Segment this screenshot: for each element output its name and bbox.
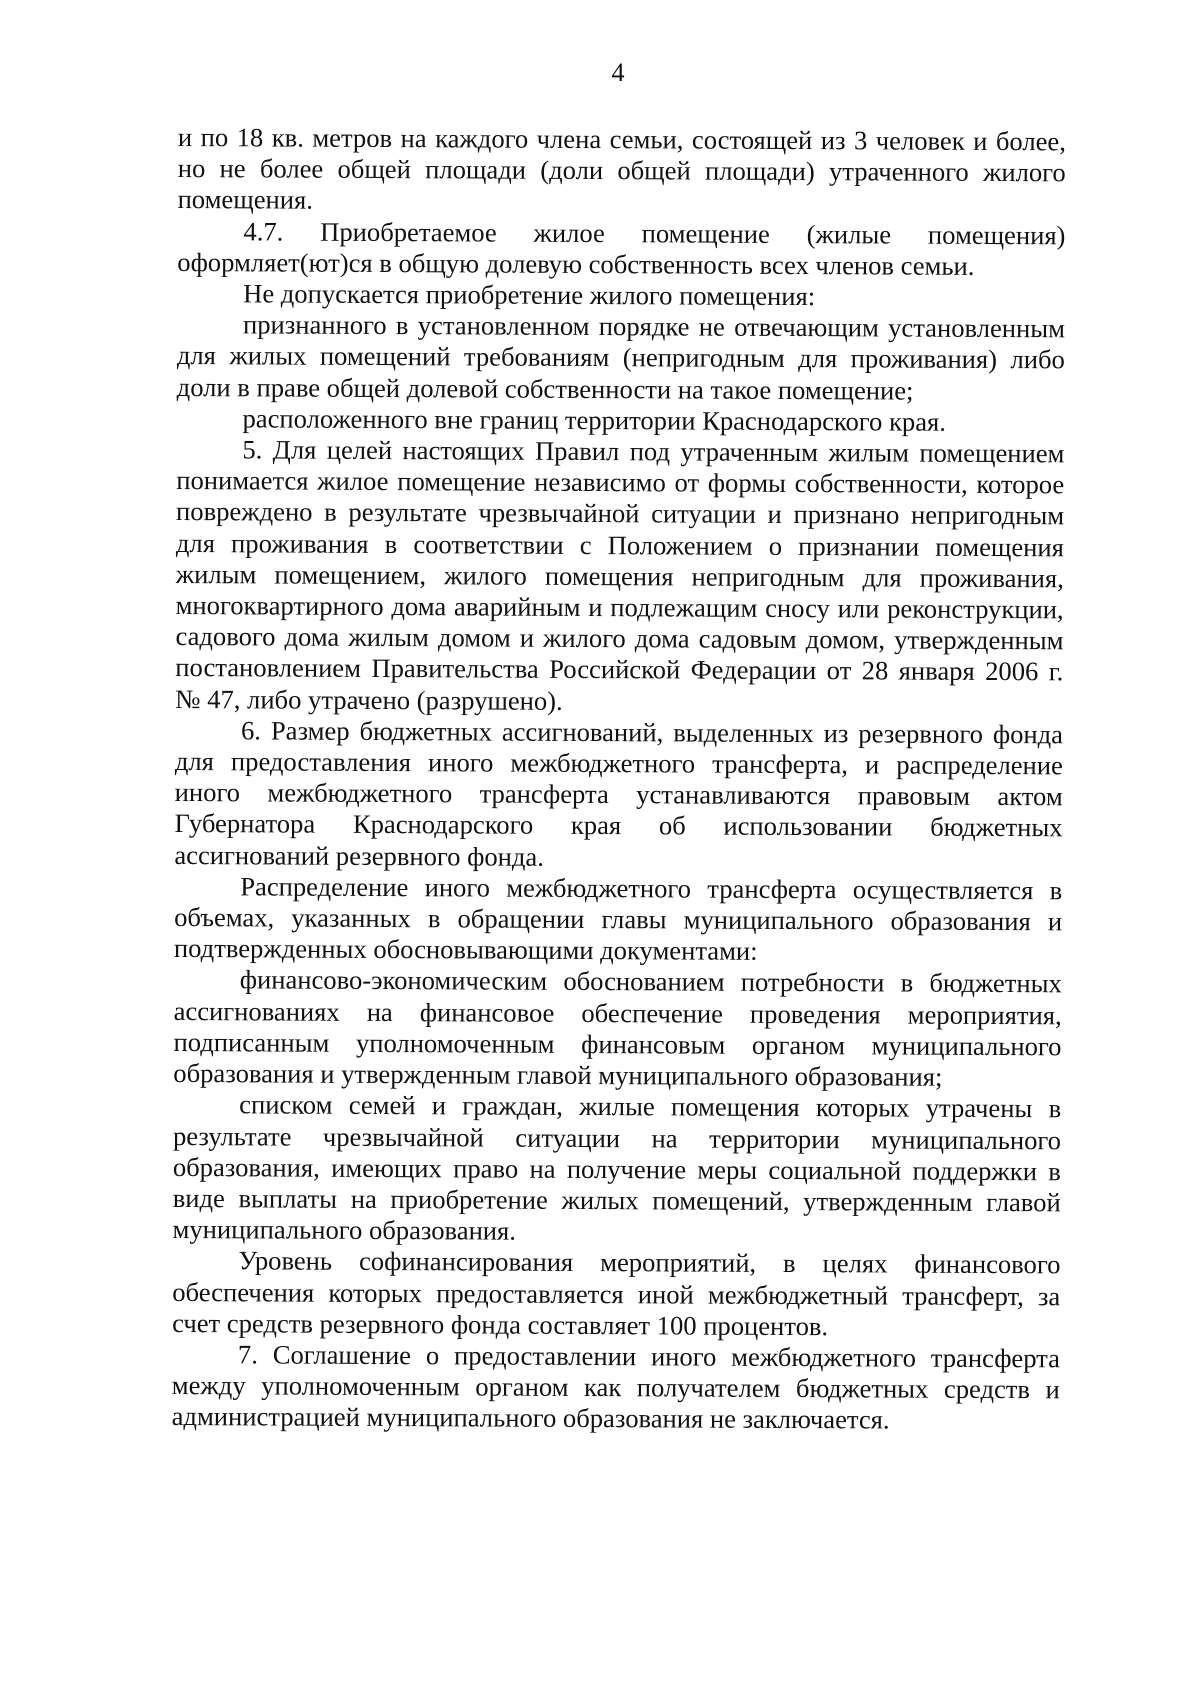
paragraph-financial-justification: финансово-экономическим обоснованием потребности в бюджетных ассигнованиях на финансовое обеспечение проведения мероприятия, подписанным уполномоченным финансовым органом муниципального образования и утвержденным главой муниципального образования; [173,964,1062,1092]
paragraph-4-7: 4.7. Приобретаемое жилое помещение (жилые помещения) оформляет(ют)ся в общую долевую собственность всех членов семьи. [177,215,1066,281]
paragraph-family-list: списком семей и граждан, жилые помещения которых утрачены в результате чрезвычайной ситуации на территории муниципального образования, имеющих право на получение меры социальной поддержки в виде выплаты на приобретение жилых помещений, утвержденным главой муниципального образования. [172,1089,1062,1246]
paragraph-7: 7. Соглашение о предоставлении иного межбюджетного трансферта между уполномоченным органом как получателем бюджетных средств и администрацией муниципального образования не заключается. [171,1339,1061,1435]
page-number: 4 [611,58,625,87]
paragraph-outside-region: расположенного вне границ территории Краснодарского края. [242,403,947,437]
paragraph-unfit-condition: признанного в установленном порядке не отвечающим установленным для жилых помещений требованиям (непригодным для проживания) либо доли в праве общей долевой собственности на такое помещение; [176,309,1066,406]
paragraph-continuation: и по 18 кв. метров на каждого члена семьи, состоящей из 3 человек и более, но не более общей площади (доли общей площади) утраченного жилого помещения. [177,122,1066,216]
document-body [172,122,1066,1437]
paragraph-6: 6. Размер бюджетных ассигнований, выделенных из резервного фонда для предоставления иного межбюджетного трансферта, и распределение иного межбюджетного трансферта устанавливаются правовым актом Губернатора Краснодарского края об использовании бюджетных ассигнований резервного фонда. [174,715,1064,872]
paragraph-5: 5. Для целей настоящих Правил под утраченным жилым помещением понимается жилое помещение независимо от формы собственности, которое повреждено в результате чрезвычайной ситуации и признано непригодным для проживания в соответствии с Положением о признании помещения жилым помещением, жилого помещения непригодным для проживания, многоквартирного дома аварийным и подлежащим сносу или реконструкции, садового дома жилым домом и жилого дома садовым домом, утвержденным постановлением Правительства Российской Федерации от 28 января 2006 г. № 47, либо утрачено (разрушено). [175,434,1065,716]
paragraph-cofinancing: Уровень софинансирования мероприятий, в целях финансового обеспечения которых предоставляется иной межбюджетный трансферт, за счет средств резервного фонда составляет 100 процентов. [172,1245,1061,1341]
paragraph-distribution: Распределение иного межбюджетного трансферта осуществляется в объемах, указанных в обращении главы муниципального образования и подтвержденных обосновывающими документами: [173,871,1063,967]
paragraph-not-allowed: Не допускается приобретение жилого помещения: [243,278,816,312]
